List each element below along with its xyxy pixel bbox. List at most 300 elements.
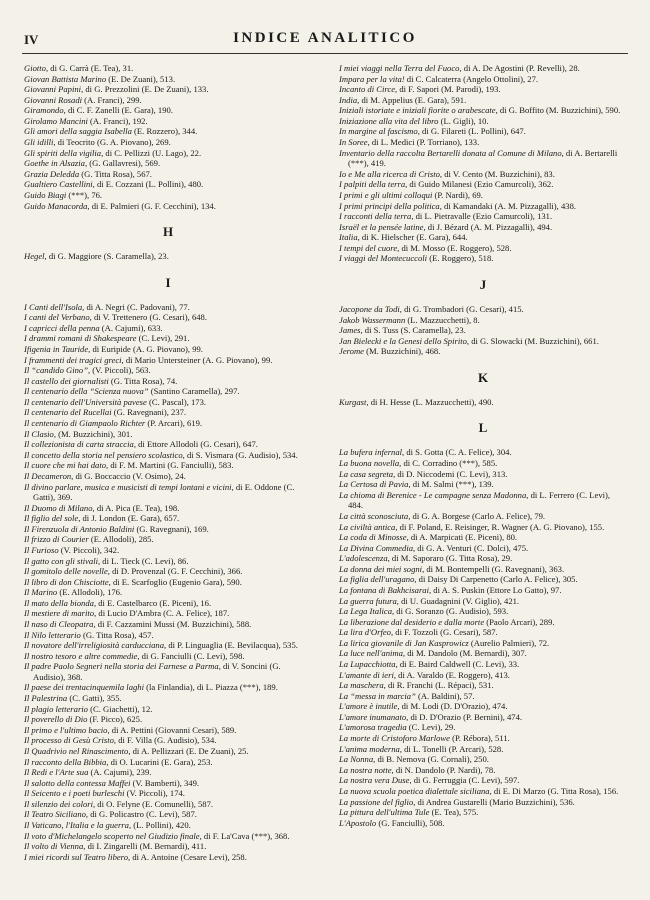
- index-entry: [339, 458, 627, 469]
- entry-title: Il Vaticano, l'Italia e la guerra: [24, 820, 129, 830]
- entry-details: (Santino Caramella), 297.: [148, 386, 240, 397]
- entry-title: Gli idilli: [24, 137, 54, 148]
- entry-title: Iniziazione alla vita del libro: [339, 115, 439, 126]
- index-entry: [339, 617, 627, 628]
- entry-details: , di C. F. Zanelli (E. Gara), 190.: [63, 105, 173, 116]
- entry-details: , di A. Marpicati (E. Piceni), 80.: [406, 532, 518, 543]
- index-entry: [24, 852, 312, 863]
- entry-details: , di F. Sapori (M. Parodi), 193.: [395, 84, 501, 95]
- section-letter-h: H: [162, 224, 174, 240]
- entry-title: La coda di Minosse: [339, 532, 407, 543]
- entry-details: (V. Bamberti), 349.: [130, 777, 200, 788]
- entry-title: Kurgast: [339, 396, 367, 407]
- entry-details: , di D. D'Orazio (P. Bernini), 474.: [406, 711, 523, 722]
- index-entry: [339, 201, 627, 212]
- index-entry: [339, 222, 627, 233]
- index-entry: [339, 596, 627, 607]
- entry-title: Il volto di Vienna: [24, 841, 84, 852]
- index-entry: [24, 545, 312, 556]
- entry-title: Il centenario della “Scienza nuova”: [24, 386, 149, 397]
- entry-title: Il divino parlare, musica e musicisti di tempi lontani e vicini: [24, 481, 232, 492]
- index-entry: [24, 450, 312, 461]
- entry-title: La liberazione dal desiderio e dalla morte: [339, 616, 485, 627]
- entry-details: , di F. La'Cava (***), 368.: [199, 830, 290, 841]
- entry-title: La nostra vera Duse: [339, 775, 410, 786]
- entry-title: Il Firenzuola di Antonio Baldini: [24, 523, 135, 534]
- index-entry: [339, 232, 627, 243]
- entry-title: Ifigenia in Tauride: [24, 343, 89, 354]
- entry-details: , di U. Guadagnini (V. Giglio), 421.: [396, 595, 520, 606]
- entry-details: , di Kamandaki (A. M. Pizzagalli), 438.: [439, 200, 577, 211]
- entry-title: Il padre Paolo Segneri nella storia dei Farnese a Parma: [24, 661, 219, 672]
- entry-details: (P. Arcari), 619.: [145, 418, 203, 429]
- entry-title: Giovan Battista Marino: [24, 73, 107, 84]
- index-entry: [339, 564, 627, 575]
- entry-title: La luce nell'anima: [339, 648, 403, 659]
- entry-details: , di Mario Untersteiner (A. G. Piovano), 99.: [121, 354, 273, 365]
- entry-details: , di G. Filareti (L. Pollini), 647.: [417, 126, 526, 137]
- index-entry: [339, 670, 627, 681]
- index-entry: [24, 534, 312, 545]
- index-entry: [24, 831, 312, 842]
- entry-details: , (V. Piccoli), 563.: [87, 365, 151, 376]
- index-entry: [24, 693, 312, 704]
- index-entry: [339, 712, 627, 723]
- entry-title: Impara per la vita!: [339, 73, 405, 84]
- index-entry: [339, 137, 627, 148]
- entry-details: , di E. Baird Caldwell (C. Levi), 33.: [395, 659, 520, 670]
- entry-title: In margine al fascismo: [339, 126, 418, 137]
- index-entry: [339, 606, 627, 617]
- entry-title: Jacopone da Todi: [339, 303, 400, 314]
- index-entry: [339, 522, 627, 533]
- entry-details: , di G. Slowacki (M. Buzzichini), 661.: [466, 335, 599, 346]
- entry-details: , (L. Pollini), 420.: [128, 820, 191, 830]
- entry-title: La Divina Commedia: [339, 542, 413, 553]
- entry-details: (E. Rozzero), 344.: [131, 126, 198, 137]
- entry-title: Il racconto della Bibbia: [24, 756, 107, 767]
- entry-title: La “messa in marcia”: [339, 690, 416, 701]
- entry-title: Il Duomo di Milano: [24, 502, 93, 513]
- entry-details: , di V. Cento (M. Buzzichini), 83.: [439, 168, 555, 179]
- entry-details: , di S. Gotta (C. A. Felice), 304.: [402, 447, 512, 458]
- index-entry: [24, 312, 312, 323]
- entry-details: , di M. Mosso (E. Roggero), 528.: [397, 242, 512, 253]
- entry-details: , di M. Saporaro (G. Titta Rosa), 29.: [387, 553, 513, 564]
- index-entry: [339, 447, 627, 458]
- entry-details: (G. Fanciulli), 508.: [376, 817, 445, 828]
- index-entry: [24, 714, 312, 725]
- entry-details: , di E. Oddone (C. Gatti), 369.: [33, 481, 295, 503]
- index-entry: [24, 746, 312, 757]
- index-entry: [339, 169, 627, 180]
- entry-details: (L. Mazzucchetti), 8.: [405, 314, 480, 325]
- entry-title: L'amore inumanato: [339, 711, 407, 722]
- section-letter-j: J: [479, 276, 487, 292]
- right-column: [339, 63, 627, 828]
- index-entry: [339, 744, 627, 755]
- entry-details: , di L. Tieck (C. Levi), 86.: [98, 555, 189, 566]
- index-entry: [339, 627, 627, 638]
- entry-title: L'anima moderna: [339, 743, 400, 754]
- entry-details: (A. Cajumi), 239.: [88, 767, 152, 778]
- index-entry: [24, 63, 312, 74]
- index-entry: [339, 775, 627, 786]
- entry-details: , di G. Carrà (E. Tea), 31.: [45, 63, 134, 73]
- entry-title: Iniziali istoriate e iniziali fiorite o arabescate: [339, 105, 496, 116]
- entry-details: , di G. Boccaccio (V. Osimo), 24.: [71, 470, 186, 481]
- entry-title: Il Teatro Siciliano: [24, 809, 86, 820]
- entry-title: Il collezionista di carta straccia: [24, 439, 134, 450]
- entry-details: (E. De Zuani), 513.: [106, 73, 176, 84]
- entry-title: Goethe in Alsazia: [24, 158, 85, 169]
- index-entry: [24, 630, 312, 641]
- entry-title: I frammenti dei tragici greci: [24, 354, 122, 365]
- entry-title: Il Seicento e i poeti burleschi: [24, 788, 125, 799]
- index-entry: [339, 148, 627, 169]
- entry-title: Il mato della bionda: [24, 597, 94, 608]
- entry-title: Giovanni Papini: [24, 84, 82, 95]
- entry-details: , di I. Zingarelli (M. Bernardi), 411.: [83, 841, 207, 852]
- entry-details: , di D. Niccodemi (C. Levi), 313.: [393, 468, 508, 479]
- index-entry: [24, 201, 312, 212]
- entry-details: (C. Levi), 291.: [136, 333, 190, 344]
- index-entry: [24, 386, 312, 397]
- index-entry: [339, 105, 627, 116]
- entry-details: , di Ettore Allodoli (G. Cesari), 647.: [133, 439, 258, 450]
- entry-title: Il centenario dell'Università pavese: [24, 396, 147, 407]
- entry-details: , di A. Pettini (Giovanni Cesari), 589.: [107, 724, 237, 735]
- entry-details: , di A. Varaldo (E. Roggero), 413.: [393, 669, 510, 680]
- entry-details: , di O. Felyne (E. Comunelli), 587.: [92, 798, 214, 809]
- index-entry: [339, 532, 627, 543]
- entry-title: I drammi romani di Shakespeare: [24, 333, 137, 344]
- entry-title: In Soree: [339, 137, 368, 148]
- entry-title: La nuova scuola poetica dialettale siciliana: [339, 785, 490, 796]
- entry-title: La chioma di Berenice - Le campagne senza Madonna: [339, 489, 527, 500]
- entry-details: , di Andrea Gustarelli (Mario Buzzichini), 536.: [413, 796, 575, 807]
- index-entry: [24, 126, 312, 137]
- index-entry: [339, 659, 627, 670]
- entry-details: (E. Roggero), 518.: [427, 253, 494, 264]
- index-entry: [24, 418, 312, 429]
- entry-title: La fontana di Bakhcisarai: [339, 584, 429, 595]
- index-entry: [339, 818, 627, 829]
- entry-title: Il “candido Gino”: [24, 365, 88, 376]
- entry-details: , di J. Bézard (A. M. Pizzagalli), 494.: [423, 221, 553, 232]
- entry-title: Italia: [339, 232, 358, 243]
- index-entry: [24, 841, 312, 852]
- entry-title: Il Redi e l'Arte sua: [24, 767, 89, 778]
- entry-details: (G. Titta Rosa), 567.: [79, 168, 152, 179]
- entry-details: (G. Ravegnani), 169.: [134, 523, 209, 534]
- index-entry: [24, 137, 312, 148]
- index-entry: [339, 346, 627, 357]
- page-title: INDICE ANALITICO: [233, 30, 417, 46]
- entry-title: Il centenario di Giampaolo Richter: [24, 418, 146, 429]
- entry-title: I Canti dell'Isola: [24, 301, 83, 312]
- index-entry: [24, 587, 312, 598]
- index-entry: [24, 84, 312, 95]
- index-entry: [24, 735, 312, 746]
- entry-title: La civiltà antica: [339, 521, 396, 532]
- entry-title: Il primo e l'ultimo bacio: [24, 724, 108, 735]
- index-entry: [24, 661, 312, 682]
- entry-title: Il paese dei trentacinquemila laghi: [24, 682, 144, 693]
- index-entry: [24, 788, 312, 799]
- entry-details: , di R. Franchi (L. Répaci), 531.: [383, 680, 494, 691]
- entry-title: Il silenzio dei colori: [24, 798, 93, 809]
- entry-details: , di L. Pietravalle (Ezio Camurcoli), 131.: [411, 211, 553, 222]
- entry-details: (***), 76.: [66, 189, 103, 200]
- entry-title: Il novatore dell'irreligiosità carducciana: [24, 640, 165, 651]
- index-entry: [339, 585, 627, 596]
- entry-details: , di Lucio D'Ambra (C. A. Felice), 187.: [94, 608, 230, 619]
- entry-title: Guido Manacorda: [24, 200, 88, 211]
- entry-details: (V. Piccoli), 174.: [124, 788, 185, 799]
- entry-title: Il Decameron: [24, 470, 72, 481]
- entry-title: Hegel: [24, 251, 45, 262]
- index-entry: [24, 439, 312, 450]
- entry-details: , di G. Fanciulli (C. Levi), 598.: [137, 650, 245, 661]
- index-entry: [24, 190, 312, 201]
- entry-title: L'Apostolo: [339, 817, 377, 828]
- entry-title: La figlia dell'uragano: [339, 574, 415, 585]
- entry-details: , di F. Tozzoli (G. Cesari), 587.: [390, 627, 498, 638]
- entry-title: L'amorosa tragedia: [339, 722, 407, 733]
- entry-details: , di A. Bertarelli (***), 419.: [348, 147, 618, 169]
- entry-details: , di V. Trettenero (G. Cesari), 648.: [89, 312, 208, 323]
- index-entry: [24, 333, 312, 344]
- entry-title: I tempi del cuore: [339, 242, 398, 253]
- entry-details: , di F. Poland, E. Reisinger, R. Wagner (A. G. Piovano), 155.: [395, 521, 605, 532]
- entry-title: Incanto di Circe: [339, 84, 396, 95]
- entry-title: La guerra futura: [339, 595, 397, 606]
- entry-title: La donna dei miei sogni: [339, 563, 423, 574]
- entry-title: Il gatto con gli stivali: [24, 555, 98, 566]
- entry-details: (Aurelio Palmieri), 72.: [468, 637, 550, 648]
- index-entry: [339, 179, 627, 190]
- index-entry: [24, 365, 312, 376]
- entry-title: Il poverello di Dio: [24, 714, 88, 725]
- index-entry: [24, 757, 312, 768]
- entry-details: (C. Gatti), 355.: [67, 693, 122, 704]
- index-entry: [339, 638, 627, 649]
- index-entry: [24, 619, 312, 630]
- entry-details: , di C. Pellizzi (U. Lago), 22.: [101, 147, 202, 158]
- entry-details: , di D. Provenzal (G. F. Cecchini), 366.: [107, 566, 243, 577]
- index-entry: [339, 691, 627, 702]
- entry-title: La pittura dell'ultima Tule: [339, 807, 430, 818]
- entry-details: , di E. Cozzani (L. Pollini), 480.: [92, 179, 204, 190]
- entry-title: La lira d'Orfeo: [339, 627, 391, 638]
- index-entry: [24, 809, 312, 820]
- entry-title: Guido Biagi: [24, 189, 67, 200]
- entry-details: , di A. Pica (E. Tea), 198.: [92, 502, 180, 513]
- entry-title: Il plagio letterario: [24, 703, 88, 714]
- entry-title: Il nostro tesoro e altre commedie: [24, 650, 138, 661]
- entry-title: Gli spiriti della vigilia: [24, 147, 102, 158]
- index-entry: [24, 513, 312, 524]
- entry-details: , di G. A. Venturi (C. Dolci), 475.: [413, 542, 529, 553]
- entry-details: , di M. Bontempelli (G. Ravegnani), 363.: [422, 563, 565, 574]
- entry-title: James: [339, 325, 361, 336]
- index-entry: [24, 503, 312, 514]
- index-entry: [24, 179, 312, 190]
- entry-title: La lirica giovanile di Jan Kasprowicz: [339, 637, 469, 648]
- entry-title: Il salotto della contessa Maffei: [24, 777, 131, 788]
- entry-title: Gualtiero Castellini: [24, 179, 93, 190]
- index-entry: [339, 797, 627, 808]
- entry-details: , (G. Gallavresi), 569.: [84, 158, 161, 169]
- entry-details: (E. Allodoli), 285.: [88, 534, 154, 545]
- entry-title: Il centenario del Rucellai: [24, 407, 112, 418]
- index-entry: [24, 725, 312, 736]
- index-entry: [24, 778, 312, 789]
- index-entry: [24, 344, 312, 355]
- entry-details: (Paolo Arcari), 289.: [484, 616, 555, 627]
- entry-title: Il voto d'Michelangelo scoperto nel Giudizio finale: [24, 830, 200, 841]
- entry-details: , di L. Medici (P. Torriano), 133.: [367, 137, 480, 148]
- entry-title: Il gomitolo delle novelle: [24, 566, 108, 577]
- index-entry: [24, 640, 312, 651]
- index-entry: [24, 105, 312, 116]
- index-entry: [24, 302, 312, 313]
- entry-details: , di O. Lucarini (E. Gara), 253.: [106, 756, 213, 767]
- entry-title: La bufera infernal: [339, 447, 403, 458]
- index-entry: [339, 116, 627, 127]
- entry-title: Il concetto della storia nel pensiero scolastico: [24, 449, 183, 460]
- index-entry: [24, 820, 312, 831]
- entry-details: (E. Tea), 575.: [429, 807, 479, 818]
- entry-details: , di J. London (E. Gara), 657.: [78, 513, 180, 524]
- entry-details: , di A. Negri (C. Padovani), 77.: [82, 301, 190, 312]
- entry-title: La passione del figlio: [339, 796, 414, 807]
- entry-title: Gli amori della saggia Isabella: [24, 126, 132, 137]
- index-entry: [339, 211, 627, 222]
- entry-title: L'adolescenza: [339, 553, 388, 564]
- index-entry: [339, 325, 627, 336]
- entry-title: I viaggi del Montecuccoli: [339, 253, 428, 264]
- index-entry: [339, 95, 627, 106]
- section-letter-k: K: [477, 369, 489, 385]
- entry-title: Il figlio del sole: [24, 513, 79, 524]
- entry-details: (G. Titta Rosa), 74.: [108, 375, 178, 386]
- entry-title: India: [339, 94, 358, 105]
- entry-title: La città sconosciuta: [339, 510, 409, 521]
- entry-title: I canti del Verbano: [24, 312, 90, 323]
- entry-title: L'amore è inutile: [339, 701, 398, 712]
- index-entry: [24, 429, 312, 440]
- index-entry: [24, 460, 312, 471]
- index-entry: [24, 169, 312, 180]
- entry-title: La maschera: [339, 680, 384, 691]
- entry-details: , di N. Dandolo (P. Nardi), 78.: [391, 764, 496, 775]
- entry-details: (G. Ravegnani), 237.: [111, 407, 187, 418]
- entry-details: , di F. M. Martini (G. Fanciulli), 583.: [106, 460, 234, 471]
- index-entry: [24, 799, 312, 810]
- entry-title: I capricci della penna: [24, 322, 100, 333]
- section-letter-l: L: [478, 420, 488, 436]
- entry-details: (F. Picco), 625.: [87, 714, 143, 725]
- entry-details: , di E. Scarfoglio (Eugenio Gara), 590.: [108, 576, 242, 587]
- entry-details: , di Teocrito (G. A. Piovano), 269.: [53, 137, 171, 148]
- index-entry: [24, 556, 312, 567]
- entry-details: , di E. Palmieri (G. F. Cecchini), 134.: [87, 200, 216, 211]
- index-entry: [24, 148, 312, 159]
- entry-title: Il naso di Cleopatra: [24, 619, 94, 630]
- entry-title: La Lupacchiotta: [339, 659, 396, 670]
- entry-title: Jan Bielecki e la Genesi dello Spirito: [339, 335, 467, 346]
- index-entry: [24, 704, 312, 715]
- entry-details: (P. Rébora), 511.: [449, 733, 510, 744]
- entry-title: Il Clasio: [24, 428, 54, 439]
- entry-details: , di L. Tonelli (P. Arcari), 528.: [399, 743, 504, 754]
- entry-title: Il Palestrina: [24, 693, 68, 704]
- entry-title: La nostra notte: [339, 764, 392, 775]
- entry-details: , di B. Nemova (G. Cornali), 250.: [373, 754, 489, 765]
- entry-title: Il cuore che mi hai dato: [24, 460, 107, 471]
- entry-details: , di K. Hielscher (E. Gara), 644.: [357, 232, 468, 243]
- entry-title: I miei ricordi sul Teatro libero: [24, 851, 129, 862]
- index-entry: [24, 566, 312, 577]
- left-column: [24, 63, 312, 862]
- index-entry: [24, 524, 312, 535]
- index-entry: [339, 336, 627, 347]
- entry-details: , di G. Trombadori (G. Cesari), 415.: [399, 303, 524, 314]
- entry-title: Il Nilo letterario: [24, 629, 81, 640]
- entry-details: , di G. A. Borgese (Carlo A. Felice), 79.: [408, 510, 546, 521]
- entry-title: Il frizzo di Courier: [24, 534, 89, 545]
- entry-details: , di L. Ferrero (C. Levi), 484.: [348, 489, 611, 511]
- entry-details: , di Daisy Di Carpenetto (Carlo A. Felice), 305.: [414, 574, 578, 585]
- entry-title: L'amante di ieri: [339, 669, 394, 680]
- index-entry: [24, 251, 312, 262]
- entry-details: , di E. Di Marzo (G. Titta Rosa), 156.: [489, 785, 619, 796]
- page-number: IV: [24, 32, 39, 47]
- entry-details: (P. Nardi), 69.: [432, 189, 483, 200]
- entry-details: , di C. Corradino (***), 585.: [399, 458, 498, 469]
- index-entry: [339, 754, 627, 765]
- entry-details: (A. Cajumi), 633.: [99, 322, 163, 333]
- entry-title: Il processo di Gesù Cristo: [24, 735, 114, 746]
- entry-title: Israël et la pensée latine: [339, 221, 424, 232]
- index-entry: [339, 315, 627, 326]
- entry-title: Il libro di don Chisciotte: [24, 576, 109, 587]
- index-entry: [339, 74, 627, 85]
- index-entry: [339, 807, 627, 818]
- entry-title: La Lega Italica: [339, 606, 392, 617]
- entry-title: Il mestiere di marito: [24, 608, 95, 619]
- entry-title: La morte di Cristoforo Marlowe: [339, 733, 450, 744]
- index-entry: [24, 323, 312, 334]
- entry-title: I racconti della terra: [339, 211, 412, 222]
- entry-details: (M. Buzzichini), 468.: [363, 346, 441, 357]
- index-entry: [339, 243, 627, 254]
- index-entry: [339, 722, 627, 733]
- index-entry: [339, 84, 627, 95]
- entry-details: , di M. Salmi (***), 139.: [408, 479, 494, 490]
- index-entry: [339, 190, 627, 201]
- entry-details: , di F. Cazzamini Mussi (M. Buzzichini), 588.: [93, 619, 252, 630]
- index-entry: [339, 490, 627, 511]
- index-entry: [24, 116, 312, 127]
- index-entry: [24, 376, 312, 387]
- entry-details: , di M. Appelius (E. Gara), 591.: [357, 94, 467, 105]
- index-entry: [339, 469, 627, 480]
- entry-title: Io e Me alla ricerca di Cristo: [339, 168, 440, 179]
- index-entry: [24, 95, 312, 106]
